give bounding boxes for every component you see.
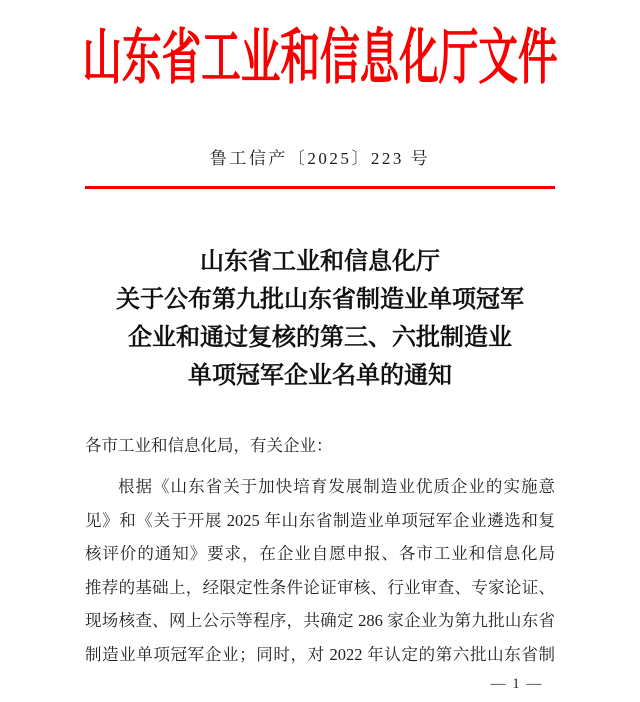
paragraph-line: 核评价的通知》要求，在企业自愿申报、各市工业和信息化局: [85, 544, 555, 563]
page-number: — 1 —: [490, 676, 543, 692]
document-title-line-4: 单项冠军企业名单的通知: [188, 363, 452, 389]
masthead-title: 山东省工业和信息化厅文件: [82, 25, 558, 91]
paragraph-line: 推荐的基础上，经限定性条件论证审核、行业审查、专家论证、: [85, 577, 555, 597]
salutation-line: 各市工业和信息化局，有关企业：: [85, 436, 333, 455]
document-number: 鲁工信产〔2025〕223 号: [209, 149, 431, 168]
body-paragraph: [85, 470, 555, 671]
paragraph-line: 根据《山东省关于加快培育发展制造业优质企业的实施意: [118, 477, 555, 496]
document-title-line-3: 企业和通过复核的第三、六批制造业: [128, 325, 512, 351]
document-masthead: [82, 22, 558, 94]
document-title-line-1: 山东省工业和信息化厅: [200, 249, 440, 275]
paragraph-line: 现场核查、网上公示等程序，共确定 286 家企业为第九批山东省: [85, 611, 555, 630]
paragraph-line: 见》和《关于开展 2025 年山东省制造业单项冠军企业遴选和复: [85, 510, 555, 530]
document-title: [85, 243, 555, 395]
paragraph-line: 制造业单项冠军企业；同时，对 2022 年认定的第六批山东省制: [85, 644, 555, 664]
red-separator-line: [85, 186, 555, 189]
document-title-line-2: 关于公布第九批山东省制造业单项冠军: [116, 287, 524, 313]
document-body: [85, 429, 555, 671]
